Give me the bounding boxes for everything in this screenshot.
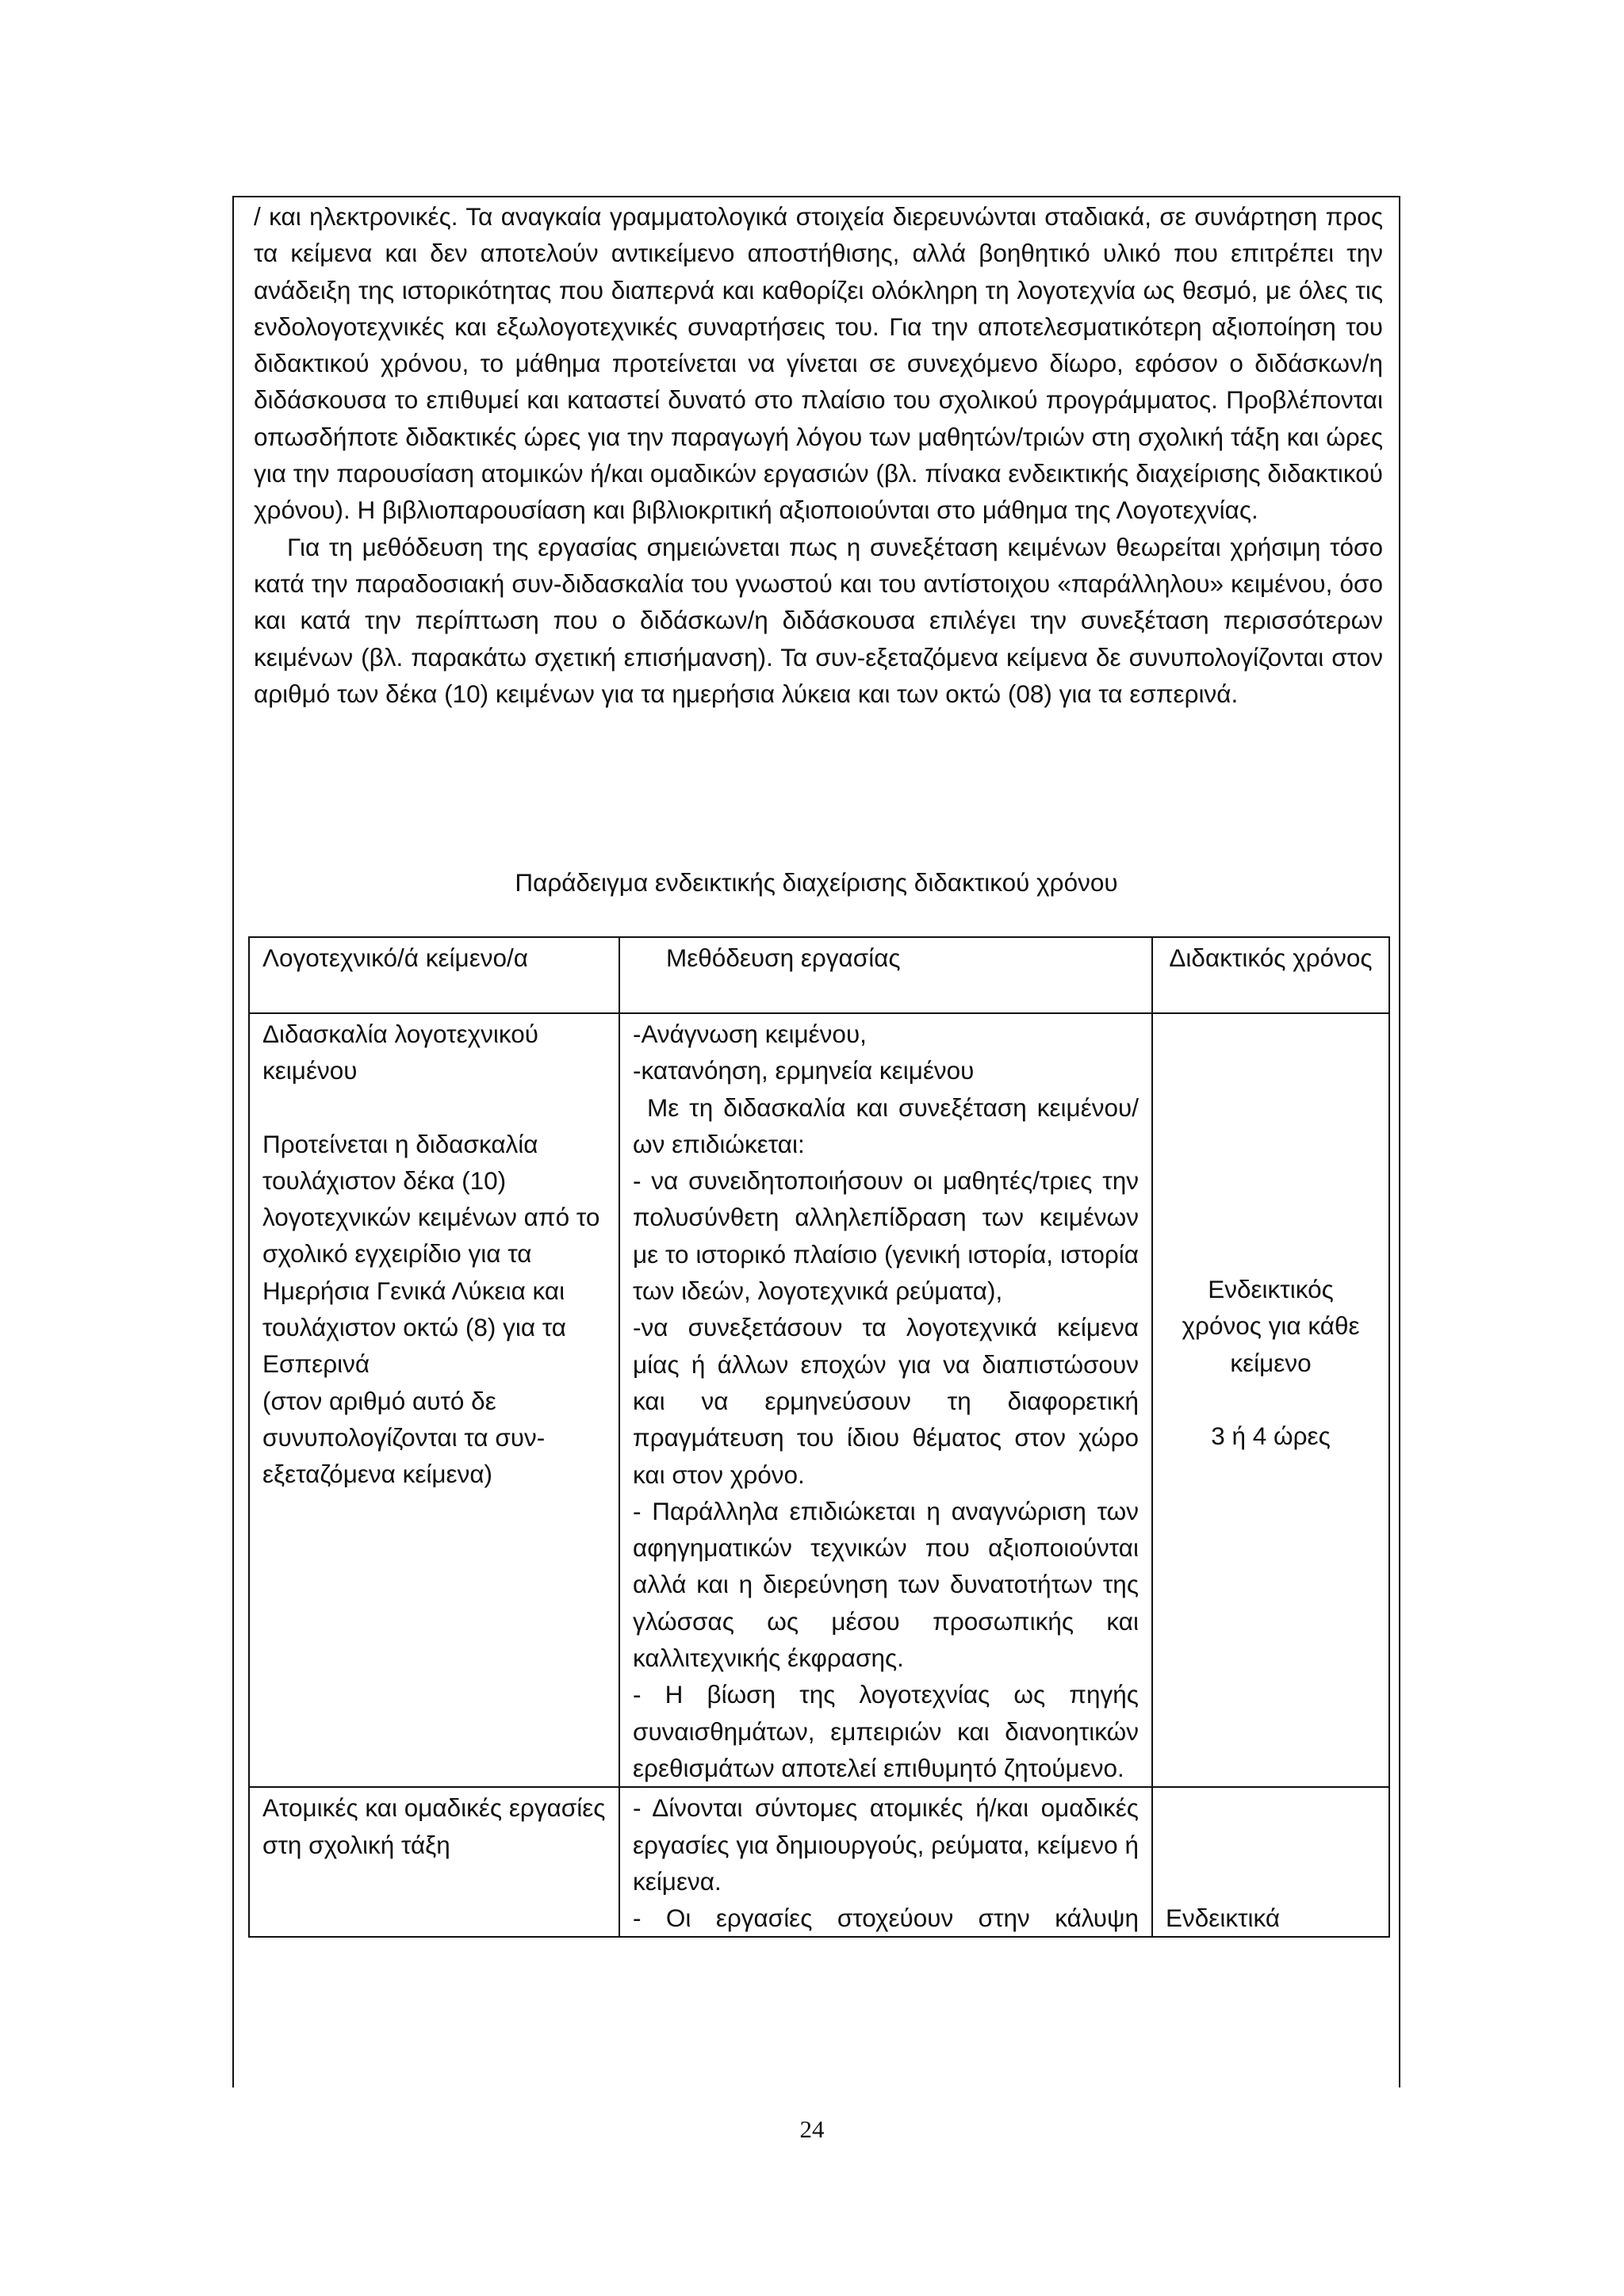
method-line: -κατανόηση, ερμηνεία κειμένου: [633, 1056, 975, 1085]
header-cell-time: Διδακτικός χρόνος: [1152, 937, 1389, 1013]
row2-text-cell: Ατομικές και ομαδικές εργασίες στη σχολική τάξη: [249, 1787, 619, 1937]
row1-text-cell: [249, 1013, 619, 1787]
row1-title: Διδασκαλία λογοτεχνικού κειμένου: [262, 1020, 539, 1085]
row2-time-cell: [1152, 1787, 1389, 1937]
method-line: - Οι εργασίες στοχεύουν στην κάλυψη: [633, 1904, 1139, 1933]
row1-method-cell: [619, 1013, 1152, 1787]
method-line: -Ανάγνωση κειμένου,: [633, 1020, 867, 1048]
row1-note: Προτείνεται η διδασκαλία τουλάχιστον δέκα (10) λογοτεχνικών κειμένων από το σχολικό εγχειρίδιο για τα Ημερήσια Γενικά Λύκεια και τουλάχιστον οκτώ (8) για τα Εσπερινά: [262, 1129, 600, 1379]
row1-hours: 3 ή 4 ώρες: [1211, 1421, 1331, 1450]
header-cell-method: Μεθόδευση εργασίας: [619, 937, 1152, 1013]
method-line: - Δίνονται σύντομες ατομικές ή/και ομαδικές εργασίες για δημιουργούς, ρεύματα, κείμενο ή κείμενα.: [633, 1793, 1139, 1896]
time-management-table: [248, 936, 1390, 1938]
intro-text: [254, 198, 1383, 712]
table-row: [249, 1787, 1389, 1937]
row2-method-cell: [619, 1787, 1152, 1937]
method-line: - να συνειδητοποιήσουν οι μαθητές/τριες την πολυσύνθετη αλληλεπίδραση των κειμένων με το ιστορικό πλαίσιο (γενική ιστορία, ιστορία των ιδεών, λογοτεχνικά ρεύματα),: [633, 1166, 1139, 1306]
row1-time-cell: [1152, 1013, 1389, 1787]
intro-paragraph-1: / και ηλεκτρονικές. Τα αναγκαία γραμματολογικά στοιχεία διερευνώνται σταδιακά, σε συνάρτηση προς τα κείμενα και δεν αποτελούν αντικείμενο αποστήθισης, αλλά βοηθητικό υλικό που επιτρέπει την ανάδειξη της ιστορικότητας που διαπερνά και καθορίζει ολόκληρη τη λογοτεχνία ως θεσμό, με όλες τις ενδολογοτεχνικές και εξωλογοτεχνικές συναρτήσεις του. Για την αποτελεσματικότερη αξιοποίηση του διδακτικού χρόνου, το μάθημα προτείνεται να γίνεται σε συνεχόμενο δίωρο, εφόσον ο διδάσκων/η διδάσκουσα το επιθυμεί και καταστεί δυνατό στο πλαίσιο του σχολικού προγράμματος. Προβλέπονται οπωσδήποτε διδακτικές ώρες για την παραγωγή λόγου των μαθητών/τριών στη σχολική τάξη και ώρες για την παρουσίαση ατομικών ή/και ομαδικών εργασιών (βλ. πίνακα ενδεικτικής διαχείρισης διδακτικού χρόνου). Η βιβλιοπαρουσίαση και βιβλιοκριτική αξιοποιούνται στο μάθημα της Λογοτεχνίας.: [254, 202, 1383, 525]
row1-time-label: Ενδεικτικός χρόνος για κάθε κείμενο: [1182, 1275, 1360, 1377]
row2-time: Ενδεικτικά: [1166, 1904, 1281, 1933]
page-number: 24: [799, 2115, 825, 2143]
header-cell-text: Λογοτεχνικό/ά κείμενο/α: [249, 937, 619, 1013]
method-line: - Παράλληλα επιδιώκεται η αναγνώριση των αφηγηματικών τεχνικών που αξιοποιούνται αλλά και η διερεύνηση των δυνατοτήτων της γλώσσας ως μέσου προσωπικής και καλλιτεχνικής έκφρασης.: [633, 1496, 1139, 1673]
table-header-row: [249, 937, 1389, 1013]
method-line: Με τη διδασκαλία και συνεξέταση κειμένου/ων επιδιώκεται:: [633, 1093, 1139, 1158]
table-row: [249, 1013, 1389, 1787]
method-line: -να συνεξετάσουν τα λογοτεχνικά κείμενα μίας ή άλλων εποχών για να διαπιστώσουν και να ερμηνεύσουν τη διαφορετική πραγμάτευση του ίδιου θέματος στον χώρο και στον χρόνο.: [633, 1313, 1139, 1489]
method-line: - Η βίωση της λογοτεχνίας ως πηγής συναισθημάτων, εμπειριών και διανοητικών ερεθισμάτων αποτελεί επιθυμητό ζητούμενο.: [633, 1680, 1139, 1782]
row1-paren-note: (στον αριθμό αυτό δε συνυπολογίζονται τα συν-εξεταζόμενα κείμενα): [262, 1386, 546, 1489]
table-caption: Παράδειγμα ενδεικτικής διαχείρισης διδακτικού χρόνου: [515, 868, 1118, 897]
intro-paragraph-2: Για τη μεθόδευση της εργασίας σημειώνεται πως η συνεξέταση κειμένων θεωρείται χρήσιμη τόσο κατά την παραδοσιακή συν-διδασκαλία του γνωστού και του αντίστοιχου «παράλληλου» κειμένου, όσο και κατά την περίπτωση που ο διδάσκων/η διδάσκουσα επιλέγει την συνεξέταση περισσότερων κειμένων (βλ. παρακάτω σχετική επισήμανση). Τα συν-εξεταζόμενα κείμενα δε συνυπολογίζονται στον αριθμό των δέκα (10) κειμένων για τα ημερήσια λύκεια και των οκτώ (08) για τα εσπερινά.: [254, 532, 1383, 708]
